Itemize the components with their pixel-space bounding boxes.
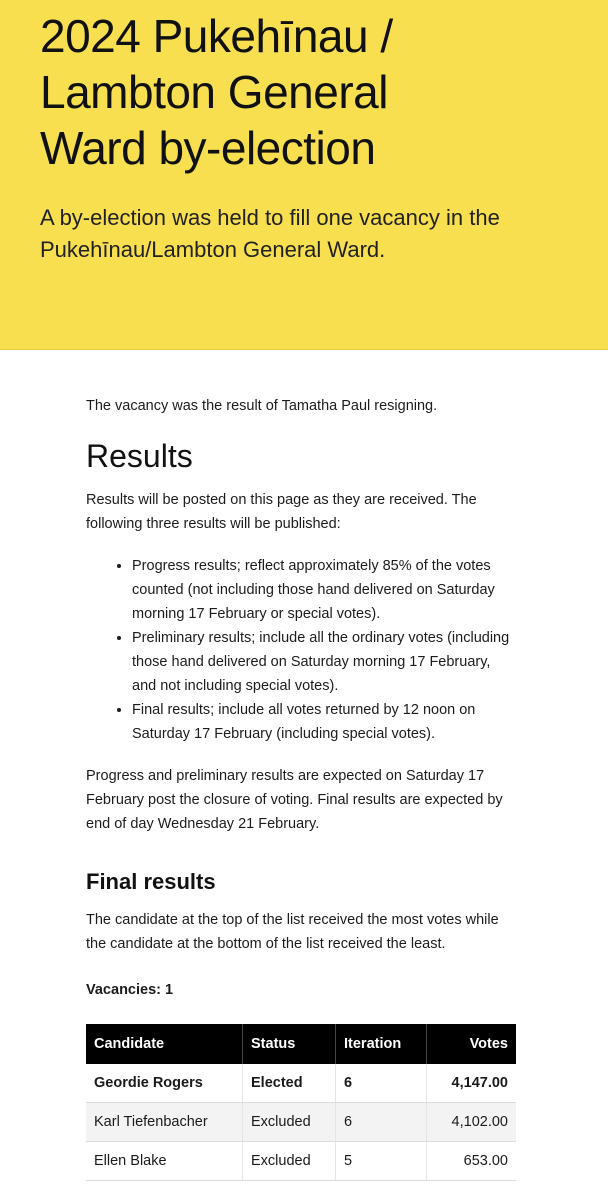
cell-votes: 4,147.00 <box>427 1064 517 1103</box>
intro-text: The vacancy was the result of Tamatha Paul resigning. <box>86 398 438 414</box>
table-row <box>86 1103 516 1142</box>
list-item: • Final results; include all votes returned by 12 noon on Saturday 17 February (including special votes). <box>132 698 516 746</box>
cell-candidate: Ellen Blake <box>86 1142 243 1181</box>
main-content <box>0 350 608 1181</box>
results-list <box>86 554 516 746</box>
cell-votes: 653.00 <box>427 1142 517 1181</box>
cell-iteration: 6 <box>336 1064 427 1103</box>
cell-iteration: 5 <box>336 1142 427 1181</box>
table-row <box>86 1142 516 1181</box>
table-header-row <box>86 1024 516 1064</box>
column-header-iteration: Iteration <box>336 1024 427 1064</box>
results-table <box>86 1024 516 1181</box>
table-row <box>86 1064 516 1103</box>
cell-candidate: Geordie Rogers <box>86 1064 243 1103</box>
column-header-status: Status <box>243 1024 336 1064</box>
page-hero <box>0 0 608 350</box>
column-header-candidate: Candidate <box>86 1024 243 1064</box>
page-title-line-3: Ward by-election <box>40 122 376 174</box>
results-description: Results will be posted on this page as they are received. The following three results will be published: <box>86 492 477 532</box>
cell-status: Elected <box>243 1064 336 1103</box>
cell-status: Excluded <box>243 1103 336 1142</box>
final-results-description: The candidate at the top of the list received the most votes while the candidate at the bottom of the list received the least. <box>86 912 499 952</box>
page-subtitle: A by-election was held to fill one vacancy in the Pukehīnau/Lambton General Ward. <box>40 205 500 262</box>
final-results-heading: Final results <box>86 869 216 894</box>
page-title-line-1: 2024 Pukehīnau / <box>40 10 393 62</box>
results-expected-text: Progress and preliminary results are expected on Saturday 17 February post the closure of voting. Final results are expected by end of day Wednesday 21 February. <box>86 768 503 832</box>
results-heading: Results <box>86 438 193 474</box>
list-item: • Preliminary results; include all the ordinary votes (including those hand delivered on Saturday morning 17 February, and not including special votes). <box>132 626 516 698</box>
cell-candidate: Karl Tiefenbacher <box>86 1103 243 1142</box>
page-title-line-2: Lambton General <box>40 66 388 118</box>
column-header-votes: Votes <box>427 1024 517 1064</box>
cell-votes: 4,102.00 <box>427 1103 517 1142</box>
vacancies-count: Vacancies: 1 <box>86 982 174 998</box>
cell-iteration: 6 <box>336 1103 427 1142</box>
page-title <box>40 8 568 176</box>
list-item: • Progress results; reflect approximately 85% of the votes counted (not including those hand delivered on Saturday morning 17 February or special votes). <box>132 554 516 626</box>
cell-status: Excluded <box>243 1142 336 1181</box>
